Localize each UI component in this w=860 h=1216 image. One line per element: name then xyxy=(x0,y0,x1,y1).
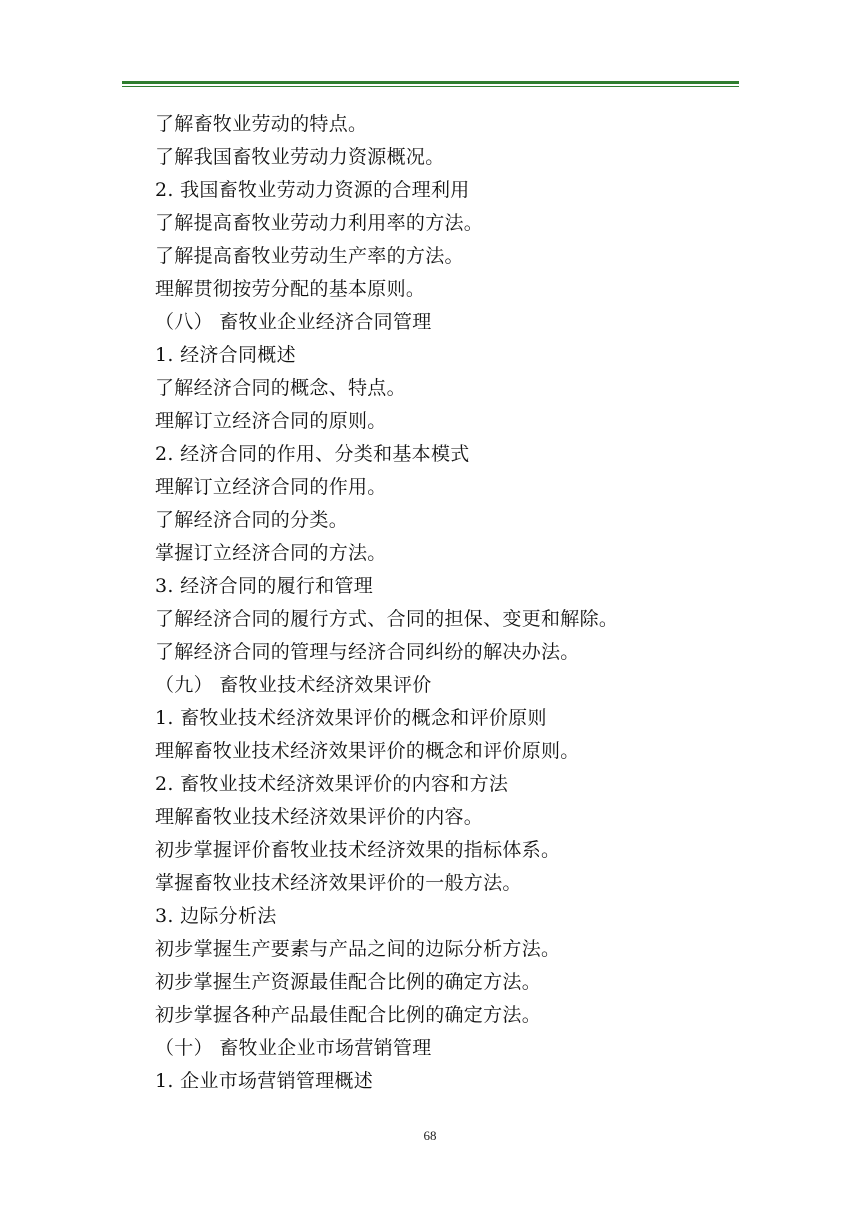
header-rule-thick xyxy=(122,81,739,84)
text-line: 理解畜牧业技术经济效果评价的内容。 xyxy=(155,806,484,828)
section-heading: （九） 畜牧业技术经济效果评价 xyxy=(155,674,432,696)
subsection-heading: 2. 经济合同的作用、分类和基本模式 xyxy=(155,443,470,465)
text-line: 初步掌握生产资源最佳配合比例的确定方法。 xyxy=(155,971,542,993)
text-line: 了解提高畜牧业劳动力利用率的方法。 xyxy=(155,212,484,234)
text-line: 掌握畜牧业技术经济效果评价的一般方法。 xyxy=(155,872,522,894)
section-heading: （十） 畜牧业企业市场营销管理 xyxy=(155,1037,432,1059)
text-line: 了解我国畜牧业劳动力资源概况。 xyxy=(155,146,445,168)
text-line: 初步掌握生产要素与产品之间的边际分析方法。 xyxy=(155,938,561,960)
text-line: 掌握订立经济合同的方法。 xyxy=(155,542,387,564)
text-line: 初步掌握各种产品最佳配合比例的确定方法。 xyxy=(155,1004,542,1026)
subsection-heading: 2. 我国畜牧业劳动力资源的合理利用 xyxy=(155,179,470,201)
text-line: 了解经济合同的概念、特点。 xyxy=(155,377,406,399)
document-body xyxy=(155,108,755,1098)
subsection-heading: 1. 经济合同概述 xyxy=(155,344,296,366)
text-line: 理解贯彻按劳分配的基本原则。 xyxy=(155,278,426,300)
subsection-heading: 2. 畜牧业技术经济效果评价的内容和方法 xyxy=(155,773,509,795)
subsection-heading: 3. 经济合同的履行和管理 xyxy=(155,575,374,597)
text-line: 初步掌握评价畜牧业技术经济效果的指标体系。 xyxy=(155,839,561,861)
page-number: 68 xyxy=(423,1128,437,1143)
text-line: 了解经济合同的管理与经济合同纠纷的解决办法。 xyxy=(155,641,580,663)
text-line: 了解经济合同的履行方式、合同的担保、变更和解除。 xyxy=(155,608,619,630)
text-line: 理解订立经济合同的作用。 xyxy=(155,476,387,498)
text-line: 理解订立经济合同的原则。 xyxy=(155,410,387,432)
text-line: 理解畜牧业技术经济效果评价的概念和评价原则。 xyxy=(155,740,580,762)
section-heading: （八） 畜牧业企业经济合同管理 xyxy=(155,311,432,333)
header-rule-thin xyxy=(122,86,739,87)
text-line: 了解经济合同的分类。 xyxy=(155,509,349,531)
subsection-heading: 1. 畜牧业技术经济效果评价的概念和评价原则 xyxy=(155,707,547,729)
text-line: 了解畜牧业劳动的特点。 xyxy=(155,113,368,135)
text-line: 了解提高畜牧业劳动生产率的方法。 xyxy=(155,245,464,267)
subsection-heading: 3. 边际分析法 xyxy=(155,905,277,927)
subsection-heading: 1. 企业市场营销管理概述 xyxy=(155,1070,374,1092)
